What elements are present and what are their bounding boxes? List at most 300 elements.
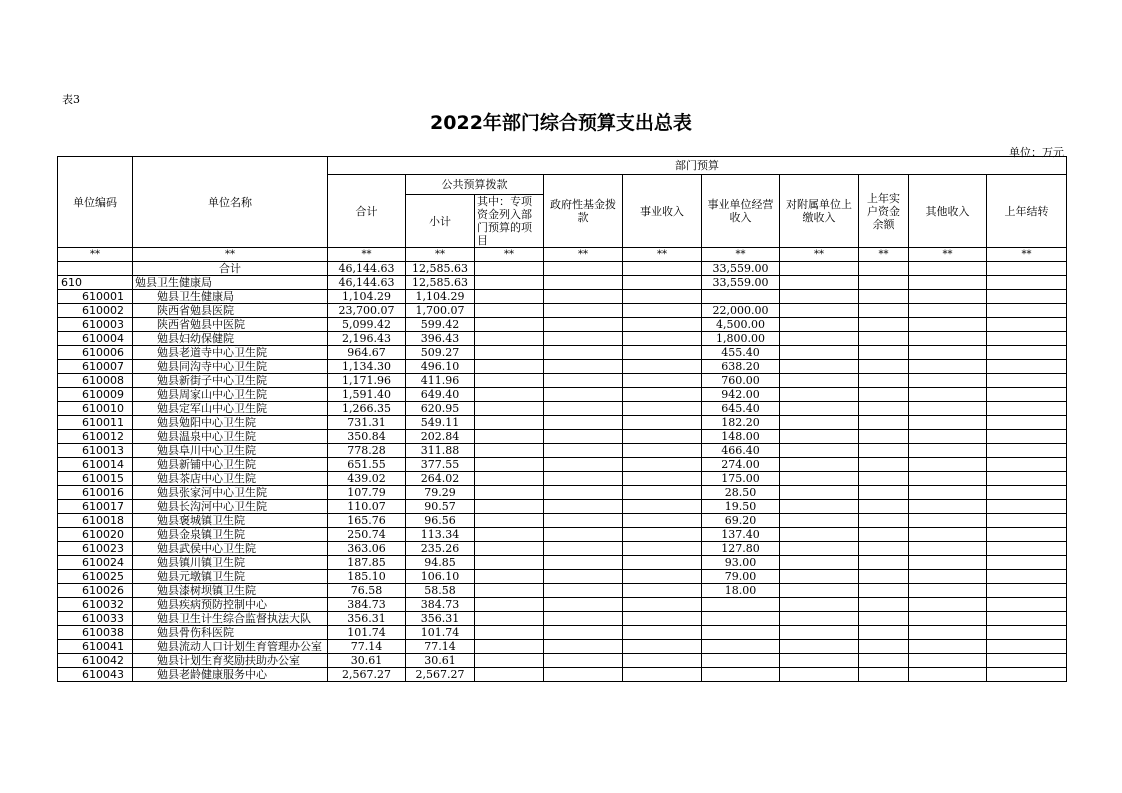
gov-fund-cell xyxy=(544,514,623,528)
subsidiary-income-cell xyxy=(780,626,859,640)
subsidiary-income-cell xyxy=(780,290,859,304)
subsidiary-income-cell xyxy=(780,332,859,346)
operating-income-cell: 645.40 xyxy=(702,402,780,416)
operating-income-cell: 22,000.00 xyxy=(702,304,780,318)
subsidiary-income-cell xyxy=(780,556,859,570)
subtotal-cell: 384.73 xyxy=(406,598,475,612)
operating-income-cell: 4,500.00 xyxy=(702,318,780,332)
gov-fund-cell xyxy=(544,570,623,584)
operating-income-cell: 175.00 xyxy=(702,472,780,486)
other-income-cell xyxy=(909,374,987,388)
subtotal-cell: 396.43 xyxy=(406,332,475,346)
special-funds-cell xyxy=(475,472,544,486)
unit-name-cell: 勉县定军山中心卫生院 xyxy=(133,402,328,416)
business-income-cell xyxy=(623,416,702,430)
unit-name-cell: 勉县妇幼保健院 xyxy=(133,332,328,346)
business-income-cell xyxy=(623,542,702,556)
subsidiary-income-cell xyxy=(780,500,859,514)
header-prev-carryover: 上年结转 xyxy=(987,175,1067,248)
operating-income-cell xyxy=(702,626,780,640)
gov-fund-cell xyxy=(544,500,623,514)
special-funds-cell xyxy=(475,290,544,304)
subtotal-cell: 77.14 xyxy=(406,640,475,654)
unit-code-cell: 610009 xyxy=(58,388,133,402)
prev-carryover-cell xyxy=(987,458,1067,472)
subsidiary-income-cell xyxy=(780,654,859,668)
unit-name-cell: 合计 xyxy=(133,262,328,276)
other-income-cell xyxy=(909,430,987,444)
unit-code-cell: 610002 xyxy=(58,304,133,318)
subsidiary-income-cell xyxy=(780,374,859,388)
unit-code-cell: 610004 xyxy=(58,332,133,346)
other-income-cell xyxy=(909,346,987,360)
business-income-cell xyxy=(623,290,702,304)
subsidiary-income-cell xyxy=(780,584,859,598)
gov-fund-cell xyxy=(544,444,623,458)
unit-name-cell: 勉县疾病预防控制中心 xyxy=(133,598,328,612)
other-income-cell xyxy=(909,640,987,654)
unit-name-cell: 勉县骨伤科医院 xyxy=(133,626,328,640)
special-funds-cell xyxy=(475,374,544,388)
subtotal-cell: 356.31 xyxy=(406,612,475,626)
operating-income-cell: 33,559.00 xyxy=(702,262,780,276)
other-income-cell xyxy=(909,654,987,668)
subsidiary-income-cell xyxy=(780,472,859,486)
unit-name-cell: 勉县勉阳中心卫生院 xyxy=(133,416,328,430)
business-income-cell xyxy=(623,402,702,416)
total-cell: 46,144.63 xyxy=(328,262,406,276)
total-cell: 107.79 xyxy=(328,486,406,500)
operating-income-cell: 148.00 xyxy=(702,430,780,444)
subsidiary-income-cell xyxy=(780,458,859,472)
operating-income-cell xyxy=(702,290,780,304)
special-funds-cell xyxy=(475,262,544,276)
subtotal-cell: 30.61 xyxy=(406,654,475,668)
operating-income-cell: 455.40 xyxy=(702,346,780,360)
prev-balance-cell xyxy=(859,276,909,290)
subsidiary-income-cell xyxy=(780,570,859,584)
table-row xyxy=(58,500,1067,514)
prev-carryover-cell xyxy=(987,500,1067,514)
total-cell: 1,591.40 xyxy=(328,388,406,402)
total-cell: 778.28 xyxy=(328,444,406,458)
header-special-funds: 其中：专项资金列入部门预算的项目 xyxy=(475,195,544,248)
prev-carryover-cell xyxy=(987,472,1067,486)
gov-fund-cell xyxy=(544,598,623,612)
gov-fund-cell xyxy=(544,542,623,556)
other-income-cell xyxy=(909,542,987,556)
subtotal-cell: 599.42 xyxy=(406,318,475,332)
business-income-cell xyxy=(623,570,702,584)
prev-balance-cell xyxy=(859,318,909,332)
subsidiary-income-cell xyxy=(780,598,859,612)
unit-name-cell: 勉县流动人口计划生育管理办公室 xyxy=(133,640,328,654)
subtotal-cell: 620.95 xyxy=(406,402,475,416)
total-cell: 2,196.43 xyxy=(328,332,406,346)
total-cell: 165.76 xyxy=(328,514,406,528)
subtotal-cell: 113.34 xyxy=(406,528,475,542)
total-cell: 30.61 xyxy=(328,654,406,668)
prev-carryover-cell xyxy=(987,444,1067,458)
operating-income-cell xyxy=(702,598,780,612)
table-row xyxy=(58,374,1067,388)
prev-balance-cell xyxy=(859,584,909,598)
prev-balance-cell xyxy=(859,640,909,654)
other-income-cell xyxy=(909,668,987,682)
special-funds-cell xyxy=(475,640,544,654)
unit-code-cell: 610013 xyxy=(58,444,133,458)
operating-income-cell: 93.00 xyxy=(702,556,780,570)
special-funds-cell xyxy=(475,500,544,514)
prev-carryover-cell xyxy=(987,486,1067,500)
operating-income-cell: 274.00 xyxy=(702,458,780,472)
unit-code-cell: 610 xyxy=(58,276,133,290)
total-cell: 1,104.29 xyxy=(328,290,406,304)
subsidiary-income-cell xyxy=(780,416,859,430)
other-income-cell xyxy=(909,332,987,346)
subtotal-cell: 106.10 xyxy=(406,570,475,584)
prev-carryover-cell xyxy=(987,416,1067,430)
special-funds-cell xyxy=(475,276,544,290)
operating-income-cell: 79.00 xyxy=(702,570,780,584)
prev-carryover-cell xyxy=(987,402,1067,416)
header-business-income: 事业收入 xyxy=(623,175,702,248)
total-cell: 110.07 xyxy=(328,500,406,514)
prev-balance-cell xyxy=(859,598,909,612)
total-cell: 46,144.63 xyxy=(328,276,406,290)
unit-name-cell: 勉县镇川镇卫生院 xyxy=(133,556,328,570)
business-income-cell xyxy=(623,318,702,332)
prev-carryover-cell xyxy=(987,668,1067,682)
other-income-cell xyxy=(909,402,987,416)
header-operating-income: 事业单位经营收入 xyxy=(702,175,780,248)
operating-income-cell: 127.80 xyxy=(702,542,780,556)
prev-carryover-cell xyxy=(987,528,1067,542)
operating-income-cell: 638.20 xyxy=(702,360,780,374)
business-income-cell xyxy=(623,332,702,346)
business-income-cell xyxy=(623,444,702,458)
subtotal-cell: 202.84 xyxy=(406,430,475,444)
prev-balance-cell xyxy=(859,542,909,556)
total-cell: 76.58 xyxy=(328,584,406,598)
gov-fund-cell xyxy=(544,402,623,416)
unit-code-cell: 610001 xyxy=(58,290,133,304)
prev-carryover-cell xyxy=(987,374,1067,388)
unit-code-cell: 610003 xyxy=(58,318,133,332)
unit-name-cell: 勉县新街子中心卫生院 xyxy=(133,374,328,388)
subsidiary-income-cell xyxy=(780,528,859,542)
gov-fund-cell xyxy=(544,668,623,682)
business-income-cell xyxy=(623,472,702,486)
subtotal-cell: 509.27 xyxy=(406,346,475,360)
unit-name-cell: 勉县周家山中心卫生院 xyxy=(133,388,328,402)
unit-code-cell xyxy=(58,262,133,276)
table-row xyxy=(58,290,1067,304)
subsidiary-income-cell xyxy=(780,304,859,318)
table-row xyxy=(58,304,1067,318)
star-cell: ** xyxy=(475,248,544,262)
other-income-cell xyxy=(909,528,987,542)
table-row xyxy=(58,542,1067,556)
gov-fund-cell xyxy=(544,458,623,472)
star-cell: ** xyxy=(987,248,1067,262)
gov-fund-cell xyxy=(544,388,623,402)
special-funds-cell xyxy=(475,598,544,612)
table-row xyxy=(58,360,1067,374)
page-title: 2022年部门综合预算支出总表 xyxy=(430,112,692,134)
star-row xyxy=(58,248,1067,262)
prev-balance-cell xyxy=(859,332,909,346)
prev-balance-cell xyxy=(859,612,909,626)
unit-code-cell: 610032 xyxy=(58,598,133,612)
prev-carryover-cell xyxy=(987,290,1067,304)
prev-carryover-cell xyxy=(987,332,1067,346)
subsidiary-income-cell xyxy=(780,542,859,556)
unit-name-cell: 勉县卫生计生综合监督执法大队 xyxy=(133,612,328,626)
table-row xyxy=(58,472,1067,486)
gov-fund-cell xyxy=(544,360,623,374)
total-cell: 439.02 xyxy=(328,472,406,486)
table-row xyxy=(58,668,1067,682)
special-funds-cell xyxy=(475,304,544,318)
special-funds-cell xyxy=(475,332,544,346)
other-income-cell xyxy=(909,486,987,500)
table-row xyxy=(58,430,1067,444)
subtotal-cell: 549.11 xyxy=(406,416,475,430)
table-row xyxy=(58,570,1067,584)
special-funds-cell xyxy=(475,570,544,584)
unit-name-cell: 勉县温泉中心卫生院 xyxy=(133,430,328,444)
unit-name-cell: 勉县同沟寺中心卫生院 xyxy=(133,360,328,374)
business-income-cell xyxy=(623,640,702,654)
gov-fund-cell xyxy=(544,584,623,598)
gov-fund-cell xyxy=(544,430,623,444)
business-income-cell xyxy=(623,500,702,514)
prev-balance-cell xyxy=(859,626,909,640)
subtotal-cell: 496.10 xyxy=(406,360,475,374)
operating-income-cell xyxy=(702,640,780,654)
gov-fund-cell xyxy=(544,276,623,290)
unit-code-cell: 610016 xyxy=(58,486,133,500)
business-income-cell xyxy=(623,304,702,318)
unit-code-cell: 610038 xyxy=(58,626,133,640)
business-income-cell xyxy=(623,528,702,542)
gov-fund-cell xyxy=(544,556,623,570)
unit-code-cell: 610024 xyxy=(58,556,133,570)
operating-income-cell: 69.20 xyxy=(702,514,780,528)
prev-carryover-cell xyxy=(987,430,1067,444)
prev-balance-cell xyxy=(859,556,909,570)
subtotal-cell: 101.74 xyxy=(406,626,475,640)
prev-balance-cell xyxy=(859,262,909,276)
subtotal-cell: 12,585.63 xyxy=(406,276,475,290)
prev-carryover-cell xyxy=(987,276,1067,290)
prev-carryover-cell xyxy=(987,640,1067,654)
table-row xyxy=(58,556,1067,570)
total-cell: 356.31 xyxy=(328,612,406,626)
budget-table xyxy=(57,156,1067,682)
business-income-cell xyxy=(623,374,702,388)
unit-label: 单位：万元 xyxy=(1009,146,1064,159)
table-row xyxy=(58,444,1067,458)
gov-fund-cell xyxy=(544,318,623,332)
total-cell: 651.55 xyxy=(328,458,406,472)
total-cell: 23,700.07 xyxy=(328,304,406,318)
prev-carryover-cell xyxy=(987,318,1067,332)
table-row xyxy=(58,402,1067,416)
business-income-cell xyxy=(623,276,702,290)
total-cell: 77.14 xyxy=(328,640,406,654)
table-row xyxy=(58,318,1067,332)
special-funds-cell xyxy=(475,458,544,472)
prev-carryover-cell xyxy=(987,598,1067,612)
unit-code-cell: 610043 xyxy=(58,668,133,682)
operating-income-cell: 33,559.00 xyxy=(702,276,780,290)
unit-name-cell: 勉县长沟河中心卫生院 xyxy=(133,500,328,514)
operating-income-cell: 19.50 xyxy=(702,500,780,514)
business-income-cell xyxy=(623,612,702,626)
subsidiary-income-cell xyxy=(780,318,859,332)
other-income-cell xyxy=(909,388,987,402)
table-row xyxy=(58,262,1067,276)
other-income-cell xyxy=(909,290,987,304)
unit-code-cell: 610015 xyxy=(58,472,133,486)
subtotal-cell: 2,567.27 xyxy=(406,668,475,682)
prev-balance-cell xyxy=(859,388,909,402)
subtotal-cell: 311.88 xyxy=(406,444,475,458)
operating-income-cell: 760.00 xyxy=(702,374,780,388)
prev-carryover-cell xyxy=(987,584,1067,598)
other-income-cell xyxy=(909,276,987,290)
gov-fund-cell xyxy=(544,472,623,486)
unit-code-cell: 610023 xyxy=(58,542,133,556)
gov-fund-cell xyxy=(544,654,623,668)
gov-fund-cell xyxy=(544,304,623,318)
unit-code-cell: 610014 xyxy=(58,458,133,472)
total-cell: 731.31 xyxy=(328,416,406,430)
subsidiary-income-cell xyxy=(780,360,859,374)
subsidiary-income-cell xyxy=(780,276,859,290)
other-income-cell xyxy=(909,360,987,374)
special-funds-cell xyxy=(475,654,544,668)
special-funds-cell xyxy=(475,430,544,444)
prev-balance-cell xyxy=(859,430,909,444)
unit-name-cell: 陕西省勉县中医院 xyxy=(133,318,328,332)
special-funds-cell xyxy=(475,318,544,332)
subtotal-cell: 79.29 xyxy=(406,486,475,500)
star-cell: ** xyxy=(58,248,133,262)
other-income-cell xyxy=(909,514,987,528)
subsidiary-income-cell xyxy=(780,346,859,360)
prev-balance-cell xyxy=(859,570,909,584)
prev-balance-cell xyxy=(859,304,909,318)
table-row xyxy=(58,612,1067,626)
unit-code-cell: 610042 xyxy=(58,654,133,668)
subsidiary-income-cell xyxy=(780,388,859,402)
business-income-cell xyxy=(623,486,702,500)
total-cell: 187.85 xyxy=(328,556,406,570)
unit-code-cell: 610041 xyxy=(58,640,133,654)
subsidiary-income-cell xyxy=(780,402,859,416)
gov-fund-cell xyxy=(544,486,623,500)
prev-carryover-cell xyxy=(987,542,1067,556)
other-income-cell xyxy=(909,612,987,626)
total-cell: 1,266.35 xyxy=(328,402,406,416)
header-unit-code: 单位编码 xyxy=(58,157,133,248)
prev-carryover-cell xyxy=(987,304,1067,318)
business-income-cell xyxy=(623,598,702,612)
table-row xyxy=(58,598,1067,612)
gov-fund-cell xyxy=(544,612,623,626)
other-income-cell xyxy=(909,318,987,332)
other-income-cell xyxy=(909,626,987,640)
unit-name-cell: 勉县漆树坝镇卫生院 xyxy=(133,584,328,598)
prev-carryover-cell xyxy=(987,262,1067,276)
total-cell: 1,171.96 xyxy=(328,374,406,388)
unit-name-cell: 勉县茶店中心卫生院 xyxy=(133,472,328,486)
subsidiary-income-cell xyxy=(780,444,859,458)
gov-fund-cell xyxy=(544,346,623,360)
operating-income-cell xyxy=(702,612,780,626)
star-cell: ** xyxy=(909,248,987,262)
header-prev-balance: 上年实户资金余额 xyxy=(859,175,909,248)
star-cell: ** xyxy=(859,248,909,262)
special-funds-cell xyxy=(475,668,544,682)
unit-code-cell: 610010 xyxy=(58,402,133,416)
table-row xyxy=(58,388,1067,402)
subsidiary-income-cell xyxy=(780,486,859,500)
other-income-cell xyxy=(909,570,987,584)
gov-fund-cell xyxy=(544,416,623,430)
special-funds-cell xyxy=(475,514,544,528)
special-funds-cell xyxy=(475,612,544,626)
prev-carryover-cell xyxy=(987,346,1067,360)
business-income-cell xyxy=(623,556,702,570)
operating-income-cell: 466.40 xyxy=(702,444,780,458)
prev-carryover-cell xyxy=(987,360,1067,374)
unit-code-cell: 610020 xyxy=(58,528,133,542)
unit-name-cell: 勉县阜川中心卫生院 xyxy=(133,444,328,458)
special-funds-cell xyxy=(475,528,544,542)
header-total: 合计 xyxy=(328,175,406,248)
header-other-income: 其他收入 xyxy=(909,175,987,248)
gov-fund-cell xyxy=(544,640,623,654)
special-funds-cell xyxy=(475,556,544,570)
total-cell: 2,567.27 xyxy=(328,668,406,682)
prev-balance-cell xyxy=(859,290,909,304)
other-income-cell xyxy=(909,472,987,486)
total-cell: 185.10 xyxy=(328,570,406,584)
special-funds-cell xyxy=(475,626,544,640)
gov-fund-cell xyxy=(544,290,623,304)
special-funds-cell xyxy=(475,346,544,360)
header-gov-fund: 政府性基金拨款 xyxy=(544,175,623,248)
subsidiary-income-cell xyxy=(780,640,859,654)
subtotal-cell: 1,104.29 xyxy=(406,290,475,304)
operating-income-cell: 182.20 xyxy=(702,416,780,430)
unit-name-cell: 勉县卫生健康局 xyxy=(133,276,328,290)
unit-name-cell: 勉县计划生育奖励扶助办公室 xyxy=(133,654,328,668)
unit-name-cell: 勉县新铺中心卫生院 xyxy=(133,458,328,472)
prev-balance-cell xyxy=(859,402,909,416)
prev-carryover-cell xyxy=(987,654,1067,668)
prev-balance-cell xyxy=(859,654,909,668)
other-income-cell xyxy=(909,556,987,570)
header-public-budget: 公共预算拨款 xyxy=(406,175,544,195)
table-row xyxy=(58,416,1067,430)
prev-carryover-cell xyxy=(987,556,1067,570)
star-cell: ** xyxy=(702,248,780,262)
